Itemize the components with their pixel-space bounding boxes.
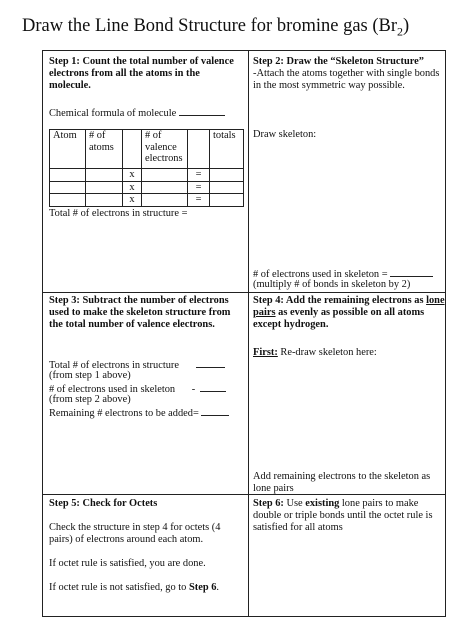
equals-sign: = [188, 169, 210, 182]
valence-cell[interactable] [142, 169, 188, 182]
first-label: First: [253, 347, 278, 358]
step2-description: -Attach the atoms together with single bonds in the most symmetric way possible. [253, 68, 440, 92]
step6-text: Step 6: Use existing lone pairs to make double or triple bonds until the octet rule is satisfied for all atoms [253, 498, 433, 534]
atom-cell[interactable] [50, 181, 86, 194]
atom-table [49, 129, 244, 207]
header-blank-2 [188, 130, 210, 169]
atom-table-header [50, 130, 244, 169]
atom-cell[interactable] [50, 169, 86, 182]
num-atoms-cell[interactable] [86, 169, 123, 182]
total-cell[interactable] [210, 194, 244, 207]
page-title: Draw the Line Bond Structure for bromine gas $(Br_2)$ [22, 16, 410, 39]
step5-para1: Check the structure in step 4 for octets (4 pairs) of electrons around each atom. [49, 522, 221, 546]
num-atoms-cell[interactable] [86, 181, 123, 194]
formula-label: Chemical formula of molecule [49, 108, 177, 119]
multiply-sign: x [123, 169, 142, 182]
total-cell[interactable] [210, 169, 244, 182]
header-num-atoms: # of atoms [86, 130, 123, 169]
step3-heading: Step 3: Subtract the number of electrons used to make the skeleton structure from the total number of valence electrons. [49, 295, 231, 331]
step4-heading: Step 4: Add the remaining electrons as lone pairs as evenly as possible on all atoms except hydrogen. [253, 295, 445, 331]
equals-sign: = [188, 194, 210, 207]
header-valence: # of valence electrons [142, 130, 188, 169]
multiply-sign: x [123, 181, 142, 194]
step5-heading: Step 5: Check for Octets [49, 498, 158, 509]
step3-used-blank[interactable] [200, 382, 226, 392]
row-divider-1 [43, 292, 445, 293]
step3-used-label: # of electrons used in skeleton [49, 384, 176, 395]
step3-remaining-label: Remaining # electrons to be added= [49, 408, 199, 419]
step3-total-label: Total # of electrons in structure [49, 360, 179, 371]
worksheet-grid [42, 50, 446, 617]
step5-para3: If octet rule is not satisfied, go to Step 6. [49, 582, 220, 593]
num-atoms-cell[interactable] [86, 194, 123, 207]
step1-heading: Step 1: Count the total number of valence electrons from all the atoms in the molecule. [49, 56, 234, 92]
valence-cell[interactable] [142, 194, 188, 207]
table-row [50, 194, 244, 207]
step3-line1-note: (from step 1 above) [49, 370, 131, 381]
header-totals: totals [210, 130, 244, 169]
valence-cell[interactable] [142, 181, 188, 194]
step3-remaining-blank[interactable] [201, 406, 229, 416]
total-electrons-label: Total # of electrons in structure = [49, 208, 188, 219]
step3-line2-note: (from step 2 above) [49, 394, 131, 405]
table-row [50, 169, 244, 182]
multiply-sign: x [123, 194, 142, 207]
redraw-skeleton-line [253, 347, 445, 359]
total-cell[interactable] [210, 181, 244, 194]
atom-cell[interactable] [50, 194, 86, 207]
formula-blank[interactable] [179, 106, 225, 116]
step3-line3 [49, 406, 247, 420]
header-atom: Atom [50, 130, 86, 169]
add-lone-pairs-note: Add remaining electrons to the skeleton as lone pairs [253, 471, 431, 495]
formula-line [49, 106, 244, 120]
step3-total-blank[interactable] [196, 358, 225, 368]
minus-sign: - [191, 384, 196, 395]
step2-heading: Step 2: Draw the “Skeleton Structure” [253, 56, 424, 67]
electrons-used-note: (multiply # of bonds in skeleton by 2) [253, 279, 411, 290]
header-blank-1 [123, 130, 142, 169]
electrons-used-blank[interactable] [390, 267, 433, 277]
draw-skeleton-label: Draw skeleton: [253, 129, 317, 140]
first-text: Re-draw skeleton here: [277, 347, 377, 358]
table-row [50, 181, 244, 194]
equals-sign: = [188, 181, 210, 194]
electrons-used-label: # of electrons used in skeleton = [253, 269, 388, 280]
column-divider [248, 51, 249, 616]
step5-para2: If octet rule is satisfied, you are done. [49, 558, 206, 569]
